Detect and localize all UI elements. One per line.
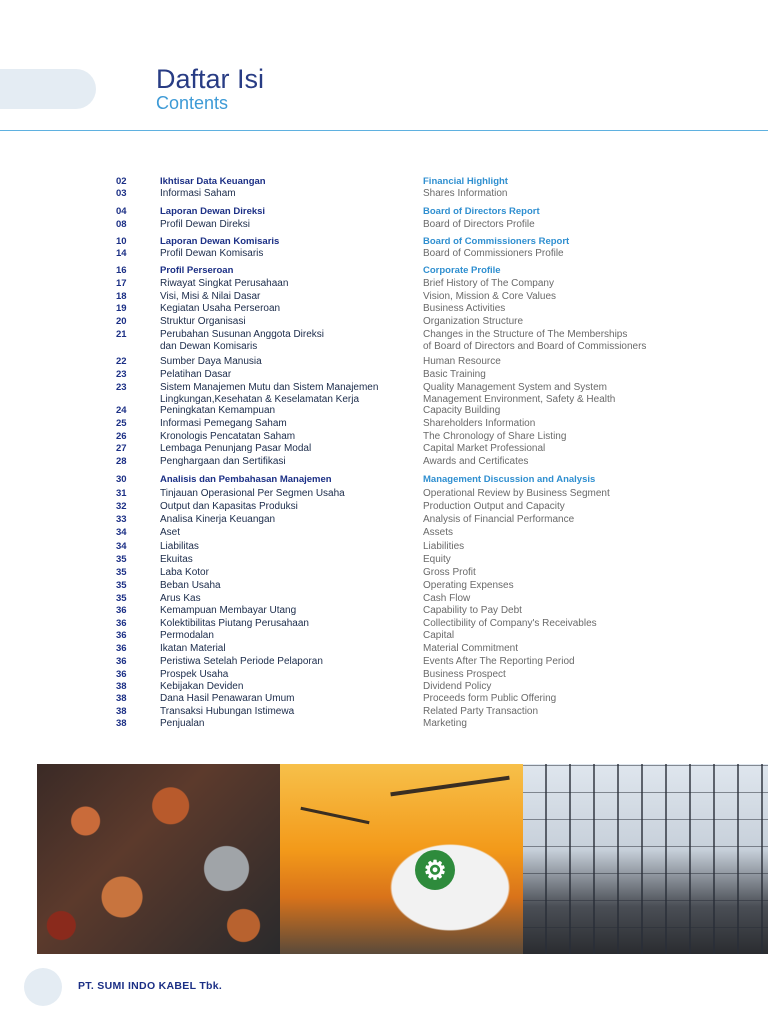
toc-section-row[interactable] [0,474,768,487]
toc-entry-english: Material Commitment [423,643,519,654]
toc-page-number: 14 [116,248,127,259]
toc-entry-indonesian: Laporan Dewan Komisaris [160,236,280,247]
toc-entry-english: Gross Profit [423,567,476,578]
toc-row[interactable] [0,541,768,554]
toc-row[interactable] [0,303,768,316]
cables-photo [37,764,280,954]
toc-entry-english: Capability to Pay Debt [423,605,522,616]
toc-entry-indonesian: Permodalan [160,630,214,641]
toc-section-row[interactable] [0,206,768,219]
toc-entry-english: Operating Expenses [423,580,514,591]
toc-page-number: 38 [116,706,127,717]
toc-entry-english: Management Discussion and Analysis [423,474,596,485]
toc-entry-indonesian: Penghargaan dan Sertifikasi [160,456,286,467]
toc-row[interactable] [0,514,768,527]
toc-row[interactable] [0,488,768,501]
toc-entry-english: Assets [423,527,454,538]
toc-entry-english: Business Prospect [423,669,506,680]
toc-row[interactable] [0,630,768,643]
toc-page-number: 30 [116,474,127,485]
toc-entry-indonesian: Profil Dewan Komisaris [160,248,264,259]
toc-entry-indonesian: Lingkungan,Kesehatan & Keselamatan Kerja [160,394,360,405]
toc-page-number: 18 [116,291,127,302]
toc-page-number: 36 [116,630,127,641]
toc-page-number: 33 [116,514,127,525]
toc-page-number: 26 [116,431,127,442]
toc-entry-english: Brief History of The Company [423,278,554,289]
toc-row[interactable] [0,605,768,618]
toc-entry-indonesian: Liabilitas [160,541,199,552]
toc-page-number: 34 [116,527,127,538]
toc-entry-indonesian: Laporan Dewan Direksi [160,206,266,217]
toc-page-number: 10 [116,236,127,247]
toc-entry-english: Shares Information [423,188,508,199]
toc-entry-english: Analysis of Financial Performance [423,514,575,525]
toc-page-number: 36 [116,605,127,616]
toc-row[interactable] [0,356,768,369]
toc-entry-indonesian: Dana Hasil Penawaran Umum [160,693,295,704]
toc-entry-english: Capital [423,630,455,641]
toc-page-number: 38 [116,718,127,729]
toc-entry-indonesian: Kronologis Pencatatan Saham [160,431,296,442]
toc-entry-indonesian: Peningkatan Kemampuan [160,405,276,416]
toc-entry-english: Marketing [423,718,467,729]
toc-page-number: 21 [116,329,127,340]
toc-row[interactable] [0,456,768,469]
toc-row[interactable] [0,248,768,261]
toc-entry-english: Quality Management System and System [423,382,607,393]
page-title: Daftar Isi [156,64,265,94]
toc-page-number: 35 [116,554,127,565]
toc-entry-english: Business Activities [423,303,506,314]
toc-page-number: 16 [116,265,127,276]
toc-entry-indonesian: Analisis dan Pembahasan Manajemen [160,474,332,485]
toc-entry-english: Basic Training [423,369,486,380]
toc-entry-indonesian: Riwayat Singkat Perusahaan [160,278,289,289]
toc-entry-indonesian: Sumber Daya Manusia [160,356,262,367]
toc-page-number: 20 [116,316,127,327]
toc-page-number: 38 [116,693,127,704]
safety-gear-icon: ⚙ [415,850,455,890]
toc-row[interactable] [0,718,768,731]
toc-entry-indonesian: Analisa Kinerja Keuangan [160,514,276,525]
toc-page-number: 08 [116,219,127,230]
toc-entry-indonesian: Ikhtisar Data Keuangan [160,176,266,187]
toc-page-number: 25 [116,418,127,429]
toc-entry-indonesian: Kemampuan Membayar Utang [160,605,297,616]
toc-entry-indonesian: Kebijakan Deviden [160,681,244,692]
toc-entry-english: Capital Market Professional [423,443,546,454]
toc-entry-english: Corporate Profile [423,265,501,276]
toc-entry-indonesian: Peristiwa Setelah Periode Pelaporan [160,656,323,667]
toc-row[interactable] [0,643,768,656]
toc-entry-indonesian: Profil Dewan Direksi [160,219,251,230]
toc-page-number: 04 [116,206,127,217]
toc-entry-indonesian: Kolektibilitas Piutang Perusahaan [160,618,309,629]
toc-entry-english: Vision, Mission & Core Values [423,291,557,302]
photo-strip [37,764,768,954]
toc-row[interactable] [0,501,768,514]
toc-entry-english: Related Party Transaction [423,706,539,717]
toc-entry-english: Capacity Building [423,405,501,416]
toc-entry-english: Management Environment, Safety & Health [423,394,616,405]
toc-entry-english: Collectibility of Company's Receivables [423,618,597,629]
toc-entry-english: Board of Directors Profile [423,219,535,230]
toc-entry-indonesian: Penjualan [160,718,205,729]
toc-entry-english: Board of Commissioners Report [423,236,570,247]
toc-page-number: 36 [116,656,127,667]
crane-silhouette [300,807,369,824]
toc-row[interactable] [0,580,768,593]
toc-entry-english: Events After The Reporting Period [423,656,575,667]
toc-entry-indonesian: Visi, Misi & Nilai Dasar [160,291,261,302]
substation-photo [523,764,768,954]
toc-entry-indonesian: Arus Kas [160,593,201,604]
footer-company-name: PT. SUMI INDO KABEL Tbk. [78,980,223,992]
header-divider [0,130,768,131]
toc-entry-english: Equity [423,554,451,565]
toc-entry-indonesian: Transaksi Hubungan Istimewa [160,706,295,717]
toc-entry-indonesian: Ekuitas [160,554,193,565]
toc-row[interactable] [0,554,768,567]
toc-page-number: 35 [116,593,127,604]
toc-entry-indonesian: Prospek Usaha [160,669,229,680]
toc-entry-indonesian: Informasi Pemegang Saham [160,418,287,429]
toc-page-number: 23 [116,382,127,393]
page-number-circle [24,968,62,1006]
toc-entry-english: Human Resource [423,356,501,367]
header-tab-decoration [0,69,96,109]
toc-entry-indonesian: Profil Perseroan [160,265,234,276]
toc-page-number: 03 [116,188,127,199]
toc-entry-english: Operational Review by Business Segment [423,488,610,499]
helmet-photo [280,764,523,954]
toc-row[interactable] [0,188,768,201]
toc-entry-english: of Board of Directors and Board of Commissioners [423,341,647,352]
toc-entry-english: Financial Highlight [423,176,508,187]
toc-entry-english: The Chronology of Share Listing [423,431,567,442]
crane-silhouette [390,776,509,797]
toc-entry-indonesian: Output dan Kapasitas Produksi [160,501,298,512]
toc-entry-indonesian: Lembaga Penunjang Pasar Modal [160,443,312,454]
toc-page-number: 19 [116,303,127,314]
toc-entry-indonesian: Laba Kotor [160,567,209,578]
toc-row[interactable] [0,693,768,706]
toc-row[interactable] [0,656,768,669]
toc-entry-english: Shareholders Information [423,418,536,429]
toc-entry-english: Liabilities [423,541,465,552]
toc-entry-english: Board of Commissioners Profile [423,248,564,259]
toc-page-number: 28 [116,456,127,467]
toc-row[interactable] [0,278,768,291]
toc-entry-english: Production Output and Capacity [423,501,565,512]
toc-row[interactable] [0,369,768,382]
toc-row[interactable] [0,341,768,354]
toc-row[interactable] [0,405,768,418]
toc-page-number: 36 [116,643,127,654]
toc-entry-indonesian: Informasi Saham [160,188,236,199]
toc-entry-english: Dividend Policy [423,681,492,692]
toc-page-number: 34 [116,541,127,552]
toc-entry-indonesian: Perubahan Susunan Anggota Direksi [160,329,325,340]
toc-page-number: 17 [116,278,127,289]
toc-page-number: 24 [116,405,127,416]
toc-page-number: 23 [116,369,127,380]
toc-page-number: 35 [116,567,127,578]
toc-entry-indonesian: Struktur Organisasi [160,316,246,327]
toc-entry-english: Changes in the Structure of The Memberships [423,329,628,340]
toc-entry-indonesian: Aset [160,527,181,538]
toc-row[interactable] [0,219,768,232]
toc-page-number: 27 [116,443,127,454]
toc-section-row[interactable] [0,265,768,278]
page-subtitle: Contents [156,93,229,113]
toc-row[interactable] [0,418,768,431]
toc-row[interactable] [0,316,768,329]
toc-entry-indonesian: Kegiatan Usaha Perseroan [160,303,281,314]
toc-row[interactable] [0,567,768,580]
toc-row[interactable] [0,443,768,456]
toc-entry-english: Board of Directors Report [423,206,540,217]
toc-entry-english: Organization Structure [423,316,524,327]
toc-entry-indonesian: Beban Usaha [160,580,221,591]
toc-entry-indonesian: Pelatihan Dasar [160,369,232,380]
toc-page-number: 38 [116,681,127,692]
toc-page-number: 22 [116,356,127,367]
toc-page-number: 35 [116,580,127,591]
toc-entry-english: Cash Flow [423,593,471,604]
toc-page-number: 36 [116,618,127,629]
toc-page-number: 02 [116,176,127,187]
toc-entry-indonesian: Ikatan Material [160,643,226,654]
toc-entry-english: Awards and Certificates [423,456,529,467]
toc-page-number: 32 [116,501,127,512]
toc-page-number: 36 [116,669,127,680]
toc-row[interactable] [0,527,768,540]
toc-page-number: 31 [116,488,127,499]
toc-entry-indonesian: Tinjauan Operasional Per Segmen Usaha [160,488,345,499]
toc-entry-indonesian: Sistem Manajemen Mutu dan Sistem Manajemen [160,382,379,393]
toc-entry-indonesian: dan Dewan Komisaris [160,341,258,352]
toc-entry-english: Proceeds form Public Offering [423,693,557,704]
